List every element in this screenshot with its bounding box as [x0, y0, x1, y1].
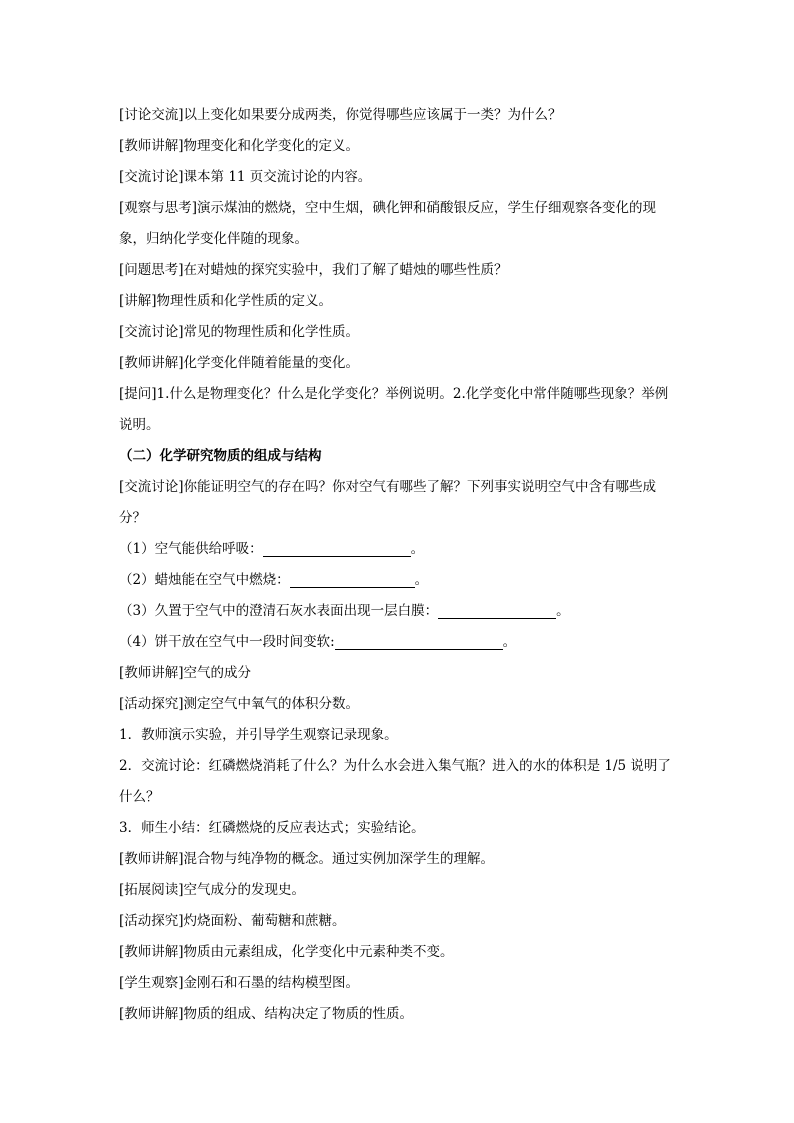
text-line: [交流讨论]课本第 11 页交流讨论的内容。 [119, 169, 372, 185]
answer-blank[interactable] [438, 601, 556, 619]
end-mark: 。 [414, 572, 429, 588]
text-line: [活动探究]测定空气中氧气的体积分数。 [119, 696, 360, 712]
blank-question: （1）空气能供给呼吸： [119, 541, 263, 557]
text-line: [交流讨论]常见的物理性质和化学性质。 [119, 324, 360, 340]
answer-blank[interactable] [263, 539, 411, 557]
blank-question: （4）饼干放在空气中一段时间变软: [119, 634, 335, 650]
document-page [119, 100, 679, 1030]
text-line: [讨论交流]以上变化如果要分成两类，你觉得哪些应该属于一类？为什么？ [119, 107, 562, 123]
fill-blank-item [119, 627, 679, 658]
text-line: [问题思考]在对蜡烛的探究实验中，我们了解了蜡烛的哪些性质？ [119, 262, 508, 278]
text-paragraph: [提问]1.什么是物理变化？什么是化学变化？举例说明。2.化学变化中常伴随哪些现象？举例说明。 [119, 386, 669, 433]
blank-question: （3）久置于空气中的澄清石灰水表面出现一层白膜： [119, 603, 439, 619]
fill-blank-item [119, 534, 679, 565]
text-paragraph: 2．交流讨论：红磷燃烧消耗了什么？为什么水会进入集气瓶？进入的水的体积是 1/5 说明了什么？ [119, 758, 671, 805]
text-paragraph: [观察与思考]演示煤油的燃烧，空中生烟，碘化钾和硝酸银反应，学生仔细观察各变化的现象，归纳化学变化伴随的现象。 [119, 200, 657, 247]
end-mark: 。 [410, 541, 425, 557]
answer-blank[interactable] [290, 570, 415, 588]
section-heading: （二）化学研究物质的组成与结构 [119, 448, 322, 464]
text-line: [活动探究]灼烧面粉、葡萄糖和蔗糖。 [119, 913, 346, 929]
text-line: 3．师生小结：红磷燃烧的反应表达式；实验结论。 [119, 820, 425, 836]
text-line: [教师讲解]空气的成分 [119, 665, 252, 681]
text-line: [教师讲解]化学变化伴随着能量的变化。 [119, 355, 360, 371]
blank-question: （2）蜡烛能在空气中燃烧： [119, 572, 290, 588]
text-line: [学生观察]金刚石和石墨的结构模型图。 [119, 975, 360, 991]
text-line: [教师讲解]物理变化和化学变化的定义。 [119, 138, 360, 154]
end-mark: 。 [502, 634, 517, 650]
text-line: [讲解]物理性质和化学性质的定义。 [119, 293, 333, 309]
text-paragraph: [交流讨论]你能证明空气的存在吗？你对空气有哪些了解？下列事实说明空气中含有哪些成分？ [119, 479, 657, 526]
end-mark: 。 [556, 603, 570, 619]
text-line: [拓展阅读]空气成分的发现史。 [119, 882, 306, 898]
text-line: 1．教师演示实验，并引导学生观察记录现象。 [119, 727, 398, 743]
text-line: [教师讲解]物质的组成、结构决定了物质的性质。 [119, 1006, 414, 1022]
text-line: [教师讲解]混合物与纯净物的概念。通过实例加深学生的理解。 [119, 851, 495, 867]
fill-blank-item [119, 596, 679, 627]
answer-blank[interactable] [335, 632, 503, 650]
text-line: [教师讲解]物质由元素组成，化学变化中元素种类不变。 [119, 944, 454, 960]
fill-blank-item [119, 565, 679, 596]
